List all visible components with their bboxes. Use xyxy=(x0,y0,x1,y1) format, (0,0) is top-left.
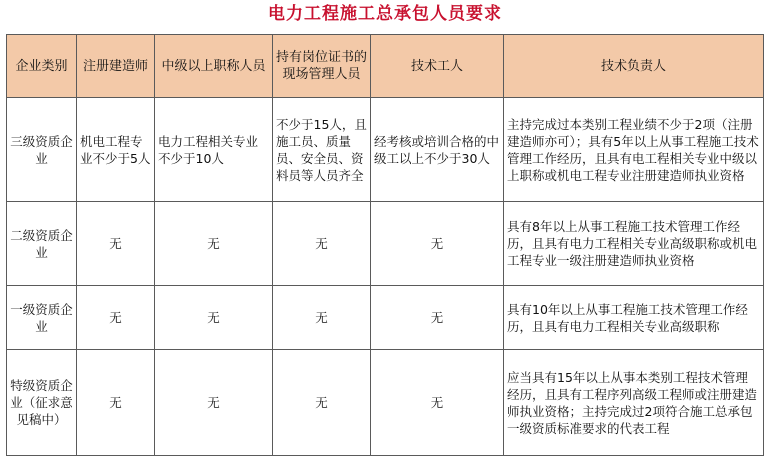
column-header-technical-lead: 技术负责人 xyxy=(504,35,764,98)
table-row xyxy=(7,350,764,456)
titled-staff-cell: 无 xyxy=(155,286,273,350)
column-header-skilled-workers: 技术工人 xyxy=(371,35,504,98)
column-header-titled-staff: 中级以上职称人员 xyxy=(155,35,273,98)
skilled-workers-cell: 无 xyxy=(371,286,504,350)
category-cell: 一级资质企业 xyxy=(7,286,77,350)
column-header-site-managers: 持有岗位证书的现场管理人员 xyxy=(273,35,371,98)
table-header-row xyxy=(7,35,764,98)
skilled-workers-cell: 经考核或培训合格的中级工以上不少于30人 xyxy=(371,98,504,202)
technical-lead-cell: 主持完成过本类别工程业绩不少于2项（注册建造师亦可）；具有5年以上从事工程施工技术管理工作经历，且具有电工程相关专业中级以上职称或机电工程专业注册建造师执业资格 xyxy=(504,98,764,202)
technical-lead-cell: 应当具有15年以上从事本类别工程技术管理经历，且具有工程序列高级工程师或注册建造师执业资格；主持完成过2项符合施工总承包一级资质标准要求的代表工程 xyxy=(504,350,764,456)
builder-cell: 无 xyxy=(77,286,155,350)
table-row xyxy=(7,98,764,202)
technical-lead-cell: 具有10年以上从事工程施工技术管理工作经历，且具有电力工程相关专业高级职称 xyxy=(504,286,764,350)
column-header-category: 企业类别 xyxy=(7,35,77,98)
builder-cell: 无 xyxy=(77,202,155,286)
column-header-builder: 注册建造师 xyxy=(77,35,155,98)
site-managers-cell: 无 xyxy=(273,350,371,456)
site-managers-cell: 无 xyxy=(273,202,371,286)
category-cell: 二级资质企业 xyxy=(7,202,77,286)
titled-staff-cell: 无 xyxy=(155,202,273,286)
builder-cell: 机电工程专业不少于5人 xyxy=(77,98,155,202)
titled-staff-cell: 无 xyxy=(155,350,273,456)
technical-lead-cell: 具有8年以上从事工程施工技术管理工作经历，且具有电力工程相关专业高级职称或机电工程专业一级注册建造师执业资格 xyxy=(504,202,764,286)
page-title: 电力工程施工总承包人员要求 xyxy=(268,4,502,24)
table-row xyxy=(7,202,764,286)
skilled-workers-cell: 无 xyxy=(371,202,504,286)
category-cell: 特级资质企业（征求意见稿中） xyxy=(7,350,77,456)
category-cell: 三级资质企业 xyxy=(7,98,77,202)
builder-cell: 无 xyxy=(77,350,155,456)
requirements-table xyxy=(6,34,764,456)
titled-staff-cell: 电力工程相关专业不少于10人 xyxy=(155,98,273,202)
table-row xyxy=(7,286,764,350)
site-managers-cell: 无 xyxy=(273,286,371,350)
skilled-workers-cell: 无 xyxy=(371,350,504,456)
site-managers-cell: 不少于15人，且施工员、质量员、安全员、资料员等人员齐全 xyxy=(273,98,371,202)
